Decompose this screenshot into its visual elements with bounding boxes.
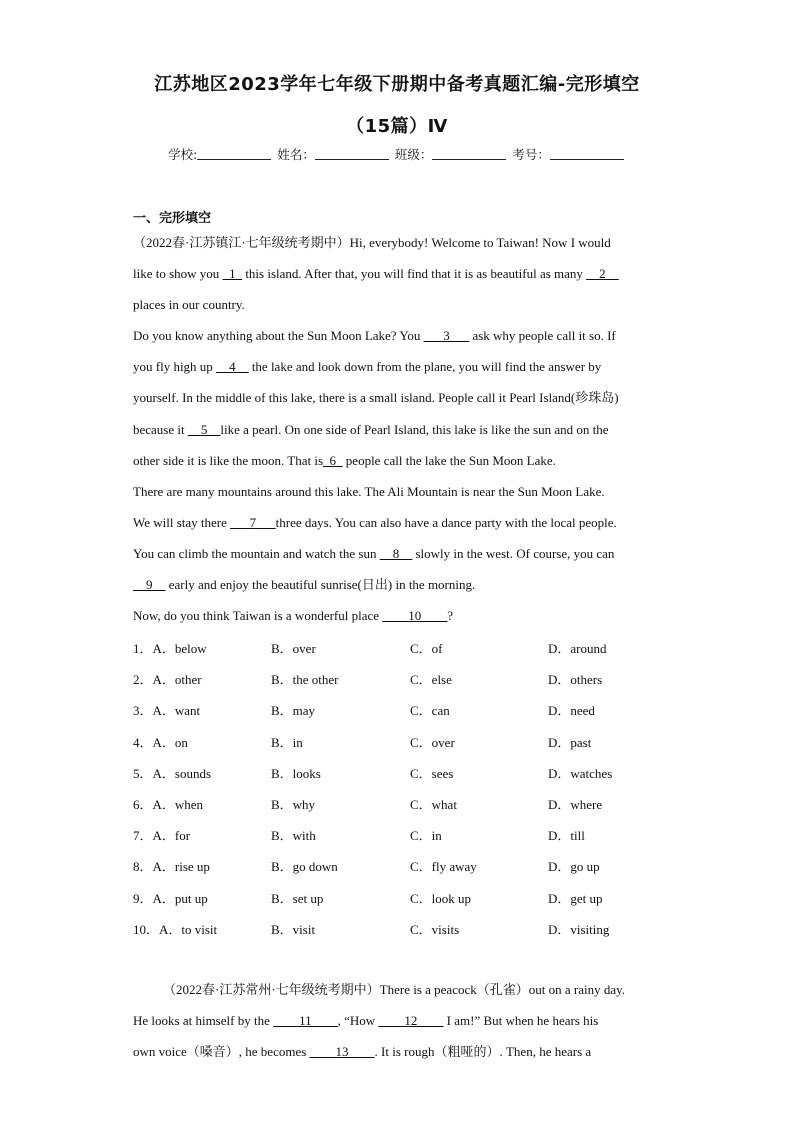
option-row <box>133 727 673 758</box>
option-b: B．why <box>271 796 316 812</box>
option-a: 6．A．when <box>133 796 204 812</box>
option-row <box>133 664 673 695</box>
blank-2: __2__ <box>586 266 619 282</box>
passage-line: own voice（嗓音）, he becomes ____13____. It is rough（粗哑的）. Then, he hears a <box>133 1044 592 1060</box>
section-heading: 一、完形填空 <box>133 211 212 226</box>
number-label: 考号： <box>512 147 550 162</box>
option-c: C．of <box>410 641 443 656</box>
option-d: D．till <box>548 828 585 844</box>
blank-5: __5__ <box>187 421 221 437</box>
passage-line: places in our country. <box>133 297 245 313</box>
option-d: D．watches <box>548 765 613 781</box>
blank-8: __8__ <box>379 545 413 561</box>
passage-line: Do you know anything about the Sun Moon Lake? You ___3___ ask why people call it so. If <box>133 328 616 344</box>
passage-1 <box>133 227 663 631</box>
option-c: C．visits <box>410 921 460 937</box>
option-d: D．past <box>548 734 592 750</box>
option-a: 2．A．other <box>133 672 202 688</box>
blank-13: ____13____ <box>309 1044 375 1060</box>
passage-line: （2022春·江苏常州·七年级统考期中）There is a peacock（孔雀）out on a rainy day. <box>163 982 626 997</box>
school-label: 学校: <box>168 147 198 162</box>
option-d: D．go up <box>548 859 600 875</box>
school-blank <box>197 147 271 160</box>
blank-10: ____10____ <box>382 608 448 624</box>
document-subtitle: （15篇）Ⅳ <box>346 116 448 137</box>
option-a: 4．A．on <box>133 734 188 750</box>
passage-line: __9__ early and enjoy the beautiful sunrise(日出) in the morning. <box>133 577 476 593</box>
option-a: 1．A．below <box>133 641 207 656</box>
option-d: D．where <box>548 796 603 812</box>
blank-9: __9__ <box>133 577 166 593</box>
passage-line: We will stay there ___7___three days. You can also have a dance party with the local people. <box>133 514 617 530</box>
option-b: B．may <box>271 703 316 719</box>
option-d: D．get up <box>548 890 603 906</box>
option-a: 8．A．rise up <box>133 859 210 875</box>
passage-2 <box>133 974 663 1067</box>
option-c: C．else <box>410 672 452 688</box>
passage-line: like to show you _1_ this island. After that, you will find that it is as beautiful as many __2__ <box>133 266 619 282</box>
blank-4: __4__ <box>216 359 249 375</box>
name-label: 姓名： <box>277 147 315 162</box>
name-blank <box>315 147 389 160</box>
option-b: B．with <box>271 828 316 844</box>
passage-line: He looks at himself by the ____11____, “How ____12____ I am!” But when he hears his <box>133 1013 599 1029</box>
option-row <box>133 820 673 851</box>
passage-line: Now, do you think Taiwan is a wonderful place ____10____? <box>133 608 454 624</box>
option-b: B．over <box>271 641 316 656</box>
passage-line: yourself. In the middle of this lake, there is a small island. People call it Pearl Island(珍珠岛) <box>133 390 619 406</box>
option-c: C．sees <box>410 765 454 781</box>
option-b: B．set up <box>271 890 324 906</box>
blank-3: ___3___ <box>423 328 470 344</box>
option-a: 5．A．sounds <box>133 765 212 781</box>
blank-6: _6_ <box>323 452 343 468</box>
option-row <box>133 789 673 820</box>
answer-options <box>133 633 673 945</box>
option-d: D．visiting <box>548 921 610 937</box>
option-a: 9．A．put up <box>133 890 208 906</box>
passage-line: There are many mountains around this lake. The Ali Mountain is near the Sun Moon Lake. <box>133 483 605 499</box>
option-d: D．need <box>548 703 595 719</box>
option-c: C．fly away <box>410 859 477 875</box>
option-row <box>133 633 673 664</box>
option-d: D．others <box>548 672 603 688</box>
blank-1: _1_ <box>222 266 243 282</box>
option-c: C．what <box>410 796 457 812</box>
option-d: D．around <box>548 641 607 656</box>
class-label: 班级： <box>394 147 433 162</box>
passage-line: because it __5__like a pearl. On one side of Pearl Island, this lake is like the sun and on the <box>133 421 609 437</box>
option-row <box>133 883 673 914</box>
class-blank <box>432 147 506 160</box>
blank-7: ___7___ <box>230 514 276 530</box>
option-row <box>133 695 673 726</box>
passage-line: You can climb the mountain and watch the sun __8__ slowly in the west. Of course, you can <box>133 545 615 561</box>
option-row <box>133 851 673 882</box>
option-c: C．can <box>410 703 450 719</box>
option-b: B．looks <box>271 765 321 781</box>
passage-line: you fly high up __4__ the lake and look down from the plane, you will find the answer by <box>133 359 602 375</box>
blank-12: ____12____ <box>378 1013 444 1029</box>
option-a: 7．A．for <box>133 828 191 844</box>
option-b: B．the other <box>271 672 339 688</box>
option-b: B．go down <box>271 859 338 875</box>
passage-line: （2022春·江苏镇江·七年级统考期中）Hi, everybody! Welcome to Taiwan! Now I would <box>133 235 611 250</box>
option-b: B．visit <box>271 921 316 937</box>
option-c: C．in <box>410 828 442 844</box>
number-blank <box>550 147 624 160</box>
option-a: 10．A．to visit <box>133 921 218 937</box>
document-title: 江苏地区2023学年七年级下册期中备考真题汇编-完形填空 <box>154 74 640 95</box>
option-a: 3．A．want <box>133 703 201 719</box>
option-b: B．in <box>271 734 303 750</box>
blank-11: ____11____ <box>273 1013 338 1029</box>
option-row <box>133 914 673 945</box>
option-row <box>133 758 673 789</box>
passage-line: other side it is like the moon. That is_6_ people call the lake the Sun Moon Lake. <box>133 452 556 468</box>
option-c: C．over <box>410 734 455 750</box>
option-c: C．look up <box>410 890 472 906</box>
student-info-line <box>0 145 794 163</box>
